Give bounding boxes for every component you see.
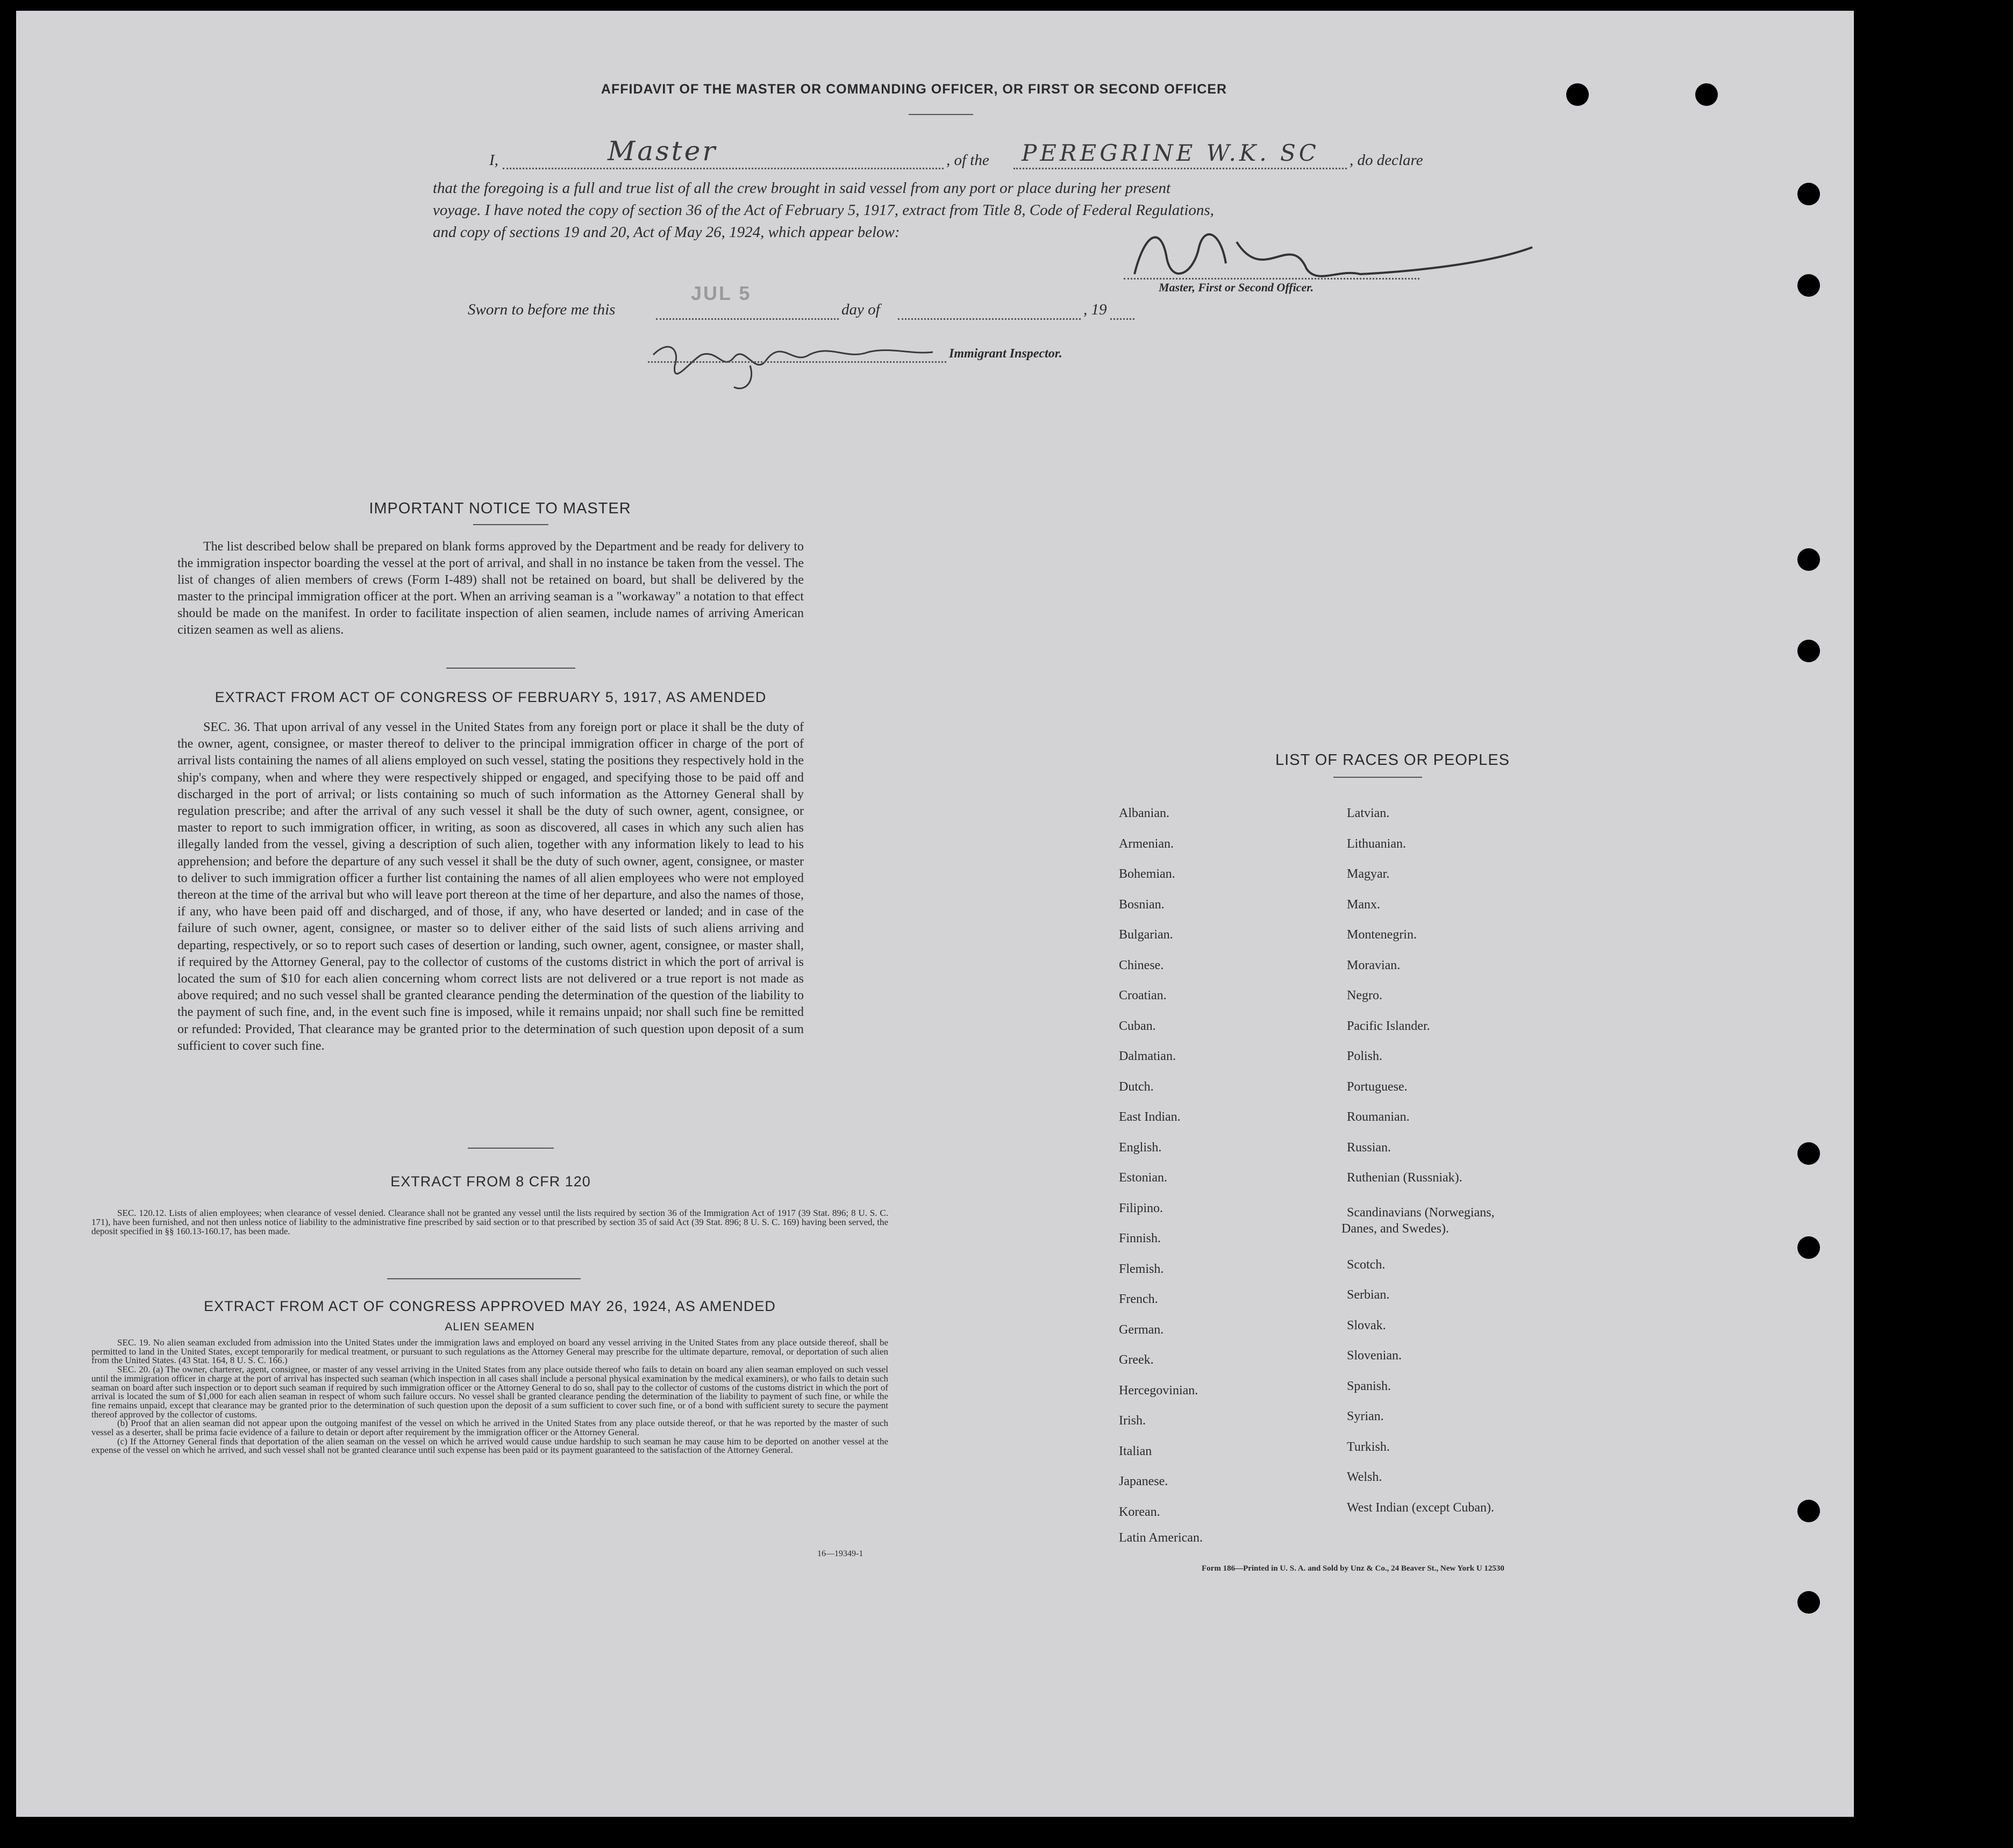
- race-item: Ruthenian (Russniak).: [1347, 1171, 1462, 1185]
- race-item: Spanish.: [1347, 1379, 1391, 1393]
- race-item: Korean.: [1119, 1505, 1160, 1519]
- dotted-line: [648, 361, 946, 363]
- extract-cfr-body: SEC. 120.12. Lists of alien employees; when clearance of vessel denied. Clearance shall not be granted any vessel until the lists required by section 36 of the Immigration Act of 1917 (39 Stat. 896; 8 U. S. C. 171), have been furnished, and not then unless notice of liability to the administrative fine prescribed by said section or to that prescribed by section 35 of said Act (39 Stat. 896; 8 U. S. C. 169) having been served, the deposit specified in §§ 160.13-160.17, has been made.: [91, 1208, 888, 1236]
- race-item: Japanese.: [1119, 1474, 1168, 1488]
- race-item: Bulgarian.: [1119, 928, 1173, 942]
- punch-hole: [1797, 183, 1820, 205]
- punch-hole: [1797, 640, 1820, 662]
- punch-hole: [1797, 1236, 1820, 1259]
- race-item: Croatian.: [1119, 989, 1167, 1002]
- race-item: Lithuanian.: [1347, 837, 1406, 851]
- notice-heading: IMPORTANT NOTICE TO MASTER: [369, 500, 631, 517]
- race-item: Greek.: [1119, 1353, 1154, 1367]
- race-item: Scotch.: [1347, 1258, 1386, 1272]
- race-item: Dalmatian.: [1119, 1049, 1176, 1063]
- extract-1924-body: [91, 1338, 888, 1455]
- form-page: [16, 11, 1854, 1817]
- extract-1924-heading: EXTRACT FROM ACT OF CONGRESS APPROVED MAY 26, 1924, AS AMENDED: [204, 1298, 776, 1314]
- race-item: East Indian.: [1119, 1110, 1181, 1124]
- races-heading: LIST OF RACES OR PEOPLES: [1275, 751, 1510, 769]
- race-item: Estonian.: [1119, 1171, 1167, 1185]
- race-item: Negro.: [1347, 989, 1382, 1002]
- punch-hole: [1797, 274, 1820, 297]
- year-label: , 19: [1083, 301, 1107, 318]
- race-item: German.: [1119, 1322, 1164, 1337]
- race-item: Syrian.: [1347, 1409, 1384, 1423]
- sec-19-paragraph: SEC. 19. No alien seaman excluded from admission into the United States under the immigration laws and employed on board any vessel arriving in the United States from any place outside thereof, shall be permitted to land in the United States, except temporarily for medical treatment, or pursuant to such regulations as the Attorney General may prescribe for the ultimate departure, removal, or deportation of such alien from the United States. (43 Stat. 164, 8 U. S. C. 166.): [91, 1337, 888, 1366]
- extract-cfr-heading: EXTRACT FROM 8 CFR 120: [390, 1173, 591, 1190]
- race-item: Filipino.: [1119, 1201, 1163, 1215]
- declaration-prefix: I,: [489, 152, 498, 169]
- divider: [446, 668, 575, 669]
- divider: [468, 1148, 554, 1149]
- dotted-line: [1110, 318, 1134, 320]
- form-code-left: 16—19349-1: [817, 1549, 863, 1558]
- date-stamp: JUL 5: [691, 282, 752, 304]
- punch-hole: [1797, 1591, 1820, 1614]
- race-item: Latin American.: [1119, 1531, 1203, 1545]
- declaration-line-3: and copy of sections 19 and 20, Act of May 26, 1924, which appear below:: [433, 224, 900, 241]
- printer-imprint: Form 186—Printed in U. S. A. and Sold by Unz & Co., 24 Beaver St., New York U 12530: [1202, 1564, 1504, 1573]
- signature-caption: Master, First or Second Officer.: [1159, 281, 1314, 294]
- alien-seamen-subheading: ALIEN SEAMEN: [445, 1321, 535, 1333]
- race-item: Armenian.: [1119, 836, 1174, 851]
- race-item: West Indian (except Cuban).: [1347, 1501, 1494, 1515]
- divider: [387, 1278, 581, 1279]
- race-item: Chinese.: [1119, 958, 1164, 972]
- race-item: Albanian.: [1119, 806, 1169, 820]
- sworn-label: Sworn to before me this: [468, 301, 616, 318]
- race-item: Magyar.: [1347, 867, 1390, 881]
- dotted-line: [503, 168, 944, 169]
- dotted-line: [898, 318, 1081, 320]
- inspector-caption: Immigrant Inspector.: [949, 347, 1062, 361]
- race-item: Welsh.: [1347, 1470, 1382, 1484]
- divider: [1333, 777, 1422, 778]
- extract-1917-heading: EXTRACT FROM ACT OF CONGRESS OF FEBRUARY 5, 1917, AS AMENDED: [215, 689, 767, 705]
- officer-title-handwritten: Master: [608, 135, 718, 167]
- declaration-line-1: that the foregoing is a full and true list of all the crew brought in said vessel from any port or place during her present: [433, 180, 1171, 197]
- affidavit-title: AFFIDAVIT OF THE MASTER OR COMMANDING OFFICER, OR FIRST OR SECOND OFFICER: [601, 82, 1227, 97]
- vessel-name-handwritten: PEREGRINE W.K. SC: [1022, 140, 1319, 166]
- sec-20c-paragraph: (c) If the Attorney General finds that deportation of the alien seaman on the vessel on which he arrived would cause undue hardship to such seaman he may cause him to be deported on another vessel at the expense of the vessel on which he arrived, and such vessel shall not be granted clearance until such expense has been paid or its payment guaranteed to the satisfaction of the Attorney General.: [91, 1436, 888, 1456]
- race-item: Portuguese.: [1347, 1080, 1408, 1094]
- day-of-label: day of: [841, 301, 880, 318]
- of-the-label: , of the: [946, 152, 989, 169]
- race-item: Italian: [1119, 1444, 1152, 1458]
- race-item: Hercegovinian.: [1119, 1383, 1198, 1398]
- dotted-line: [656, 318, 839, 320]
- divider: [473, 524, 548, 525]
- race-item: Dutch.: [1119, 1079, 1154, 1094]
- dotted-line: [1013, 168, 1347, 169]
- race-item: Cuban.: [1119, 1019, 1156, 1033]
- race-item: Montenegrin.: [1347, 928, 1417, 942]
- race-item: Irish.: [1119, 1414, 1146, 1428]
- race-item: Slovenian.: [1347, 1349, 1402, 1363]
- race-item: Bohemian.: [1119, 867, 1175, 881]
- do-declare-label: , do declare: [1350, 152, 1423, 169]
- race-item: Russian.: [1347, 1141, 1391, 1155]
- race-item: Bosnian.: [1119, 897, 1165, 912]
- punch-hole: [1797, 1500, 1820, 1522]
- race-item: Latvian.: [1347, 806, 1390, 820]
- race-item: Scandinavians (Norwegians,: [1347, 1206, 1495, 1220]
- sec-20b-paragraph: (b) Proof that an alien seaman did not appear upon the outgoing manifest of the vessel on which he arrived in the United States from any place outside thereof, or that he was reported by the master of such vessel as a deserter, shall be prima facie evidence of a failure to detain or deport after requirement by the immigration officer or the Attorney General.: [91, 1418, 888, 1438]
- sec-20-paragraph: SEC. 20. (a) The owner, charterer, agent, consignee, or master of any vessel arriving in the United States from any place outside thereof who fails to detain on board any alien seaman employed on such vessel until the immigration officer in charge at the port of arrival has inspected such seaman (which inspection in all cases shall include a personal physical examination by the medical examiners), or who fails to detain such seaman on board after such inspection or to deport such seaman if required by such immigration officer or the Attorney General to do so, shall pay to the collector of customs of the customs district in which the port of arrival is located the sum of $1,000 for each alien seaman in respect of whom such failure occurs. No vessel shall be granted clearance pending the determination of the liability to payment of such fine, or while the fine remains unpaid, except that clearance may be granted prior to the determination of such question upon the deposit of a sum sufficient to cover such fine, or of a bond with sufficient surety to secure the payment thereof approved by the collector of customs.: [91, 1364, 888, 1420]
- punch-hole: [1695, 83, 1718, 106]
- race-item: English.: [1119, 1140, 1162, 1155]
- race-item: Finnish.: [1119, 1231, 1161, 1245]
- punch-hole: [1797, 1142, 1820, 1165]
- inspector-signature: [643, 328, 944, 398]
- race-item: French.: [1119, 1292, 1158, 1306]
- race-item: Turkish.: [1347, 1440, 1390, 1454]
- race-item: Roumanian.: [1347, 1110, 1410, 1124]
- race-item: Manx.: [1347, 898, 1380, 912]
- race-item: Flemish.: [1119, 1262, 1164, 1276]
- race-item: Polish.: [1347, 1049, 1383, 1063]
- notice-body: The list described below shall be prepared on blank forms approved by the Department and be ready for delivery to the immigration inspector boarding the vessel at the port of arrival, and shall in no instance be taken from the vessel. The list of changes of alien members of crews (Form I-489) shall not be retained on board, but shall be delivered by the master to the principal immigration officer at the port. When an arriving seaman is a "workaway" a notation to that effect should be made on the manifest. In order to facilitate inspection of alien seamen, include names of arriving American citizen seamen as well as aliens.: [177, 540, 804, 637]
- race-item: Moravian.: [1347, 958, 1401, 972]
- race-item: Serbian.: [1347, 1288, 1390, 1302]
- divider: [909, 114, 973, 115]
- race-item: Pacific Islander.: [1347, 1019, 1430, 1033]
- punch-hole: [1797, 548, 1820, 571]
- extract-1917-body: SEC. 36. That upon arrival of any vessel in the United States from any foreign port or place it shall be the duty of the owner, agent, consignee, or master thereof to deliver to the principal immigration officer in charge of the port of arrival lists containing the names of all aliens employed on such vessel, stating the positions they respectively hold in the ship's company, when and where they were respectively shipped or engaged, and specifying those to be paid off and discharged in the port of arrival; or lists containing so much of such information as the Attorney General shall by regulation prescribe; and after the arrival of any such vessel it shall be the duty of such owner, agent, consignee, or master to report to such immigration officer, in writing, as soon as discovered, all cases in which any such alien has illegally landed from the vessel, giving a description of such alien, together with any information likely to lead to his apprehension; and before the departure of any such vessel it shall be the duty of such owner, agent, consignee, or master to deliver to such immigration officer a further list containing the names of all alien employees who were not employed thereon at the time of the arrival but who will leave port thereon at the time of her departure, and also the names of those, if any, who have been paid off and discharged, and of those, if any, who have deserted or landed; and in case of the failure of such owner, agent, consignee, or master so to deliver either of the said lists of such aliens arriving and departing, respectively, or so to report such cases of desertion or landing, such owner, agent, consignee, or master shall, if required by the Attorney General, pay to the collector of customs of the customs district in which the port of arrival is located the sum of $10 for each alien concerning whom correct lists are not delivered or a true report is not made as above required; and no such vessel shall be granted clearance pending the determination of the question of the liability to the payment of such fine, and, in the event such fine is imposed, while it remains unpaid; nor shall such fine be remitted or refunded: Provided, That clearance may be granted prior to the determination of such question upon deposit of a sum sufficient to cover such fine.: [177, 720, 804, 1053]
- race-item: Danes, and Swedes).: [1341, 1222, 1449, 1236]
- punch-hole: [1566, 83, 1589, 106]
- declaration-line-2: voyage. I have noted the copy of section 36 of the Act of February 5, 1917, extract from Title 8, Code of Federal Regulations,: [433, 202, 1214, 219]
- race-item: Slovak.: [1347, 1319, 1386, 1333]
- dotted-line: [1124, 278, 1419, 280]
